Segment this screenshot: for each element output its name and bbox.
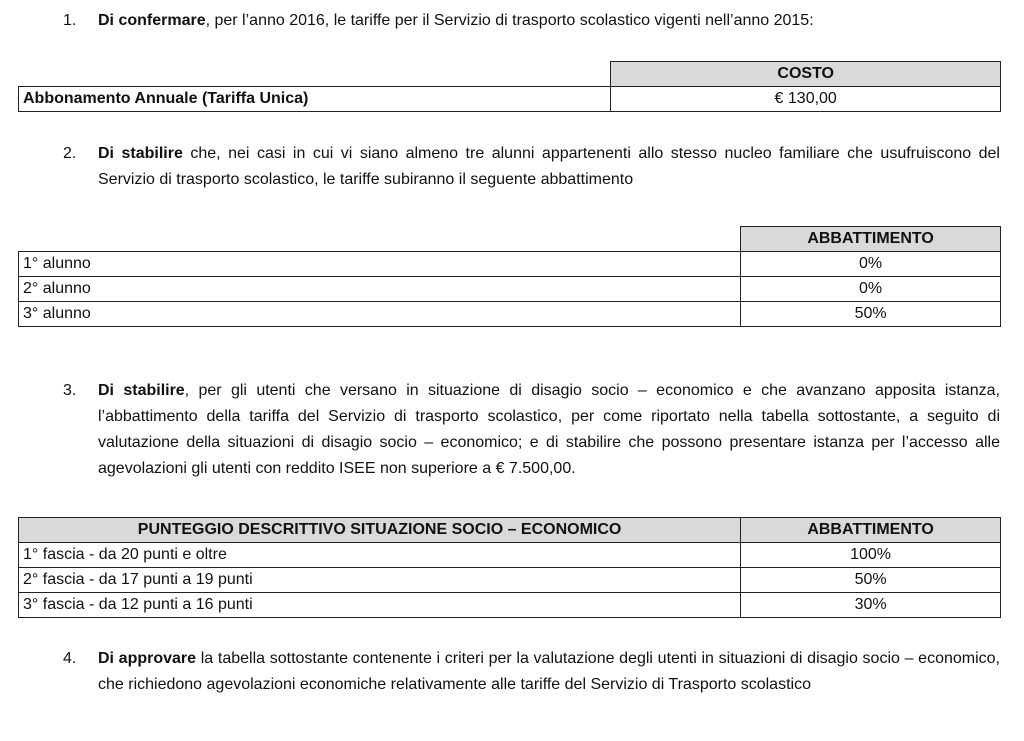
item-1	[63, 8, 1000, 34]
item-2-number: 2.	[63, 145, 77, 162]
table-cell-value: 50%	[741, 568, 1001, 593]
item-3-number: 3.	[63, 382, 77, 399]
item-4-text	[98, 646, 1000, 698]
item-3	[63, 378, 1000, 482]
table-row	[19, 277, 1001, 302]
socio-table-header-left: PUNTEGGIO DESCRITTIVO SITUAZIONE SOCIO – ECONOMICO	[19, 518, 741, 543]
table-cell-label: 2° alunno	[19, 277, 741, 302]
item-3-text	[98, 378, 1000, 482]
item-2-bold: Di stabilire	[98, 145, 183, 162]
table-cell-value: 0%	[741, 252, 1001, 277]
tariff-table-header-row	[19, 62, 1001, 87]
item-1-body: , per l’anno 2016, le tariffe per il Servizio di trasporto scolastico vigenti nell’anno 2015:	[205, 12, 814, 29]
sibling-discount-table	[18, 226, 1001, 327]
item-4	[63, 646, 1000, 698]
table-cell-label: 3° fascia - da 12 punti a 16 punti	[19, 593, 741, 618]
table-cell-value: 50%	[741, 302, 1001, 327]
item-3-bold: Di stabilire	[98, 382, 185, 399]
table-cell-value: 0%	[741, 277, 1001, 302]
sibling-table-header: ABBATTIMENTO	[741, 227, 1001, 252]
table-cell-value: 30%	[741, 593, 1001, 618]
item-4-bold: Di approvare	[98, 650, 197, 667]
table-cell-label: 1° fascia - da 20 punti e oltre	[19, 543, 741, 568]
table-cell-label: 2° fascia - da 17 punti a 19 punti	[19, 568, 741, 593]
table-row	[19, 593, 1001, 618]
item-2	[63, 141, 1000, 193]
table-cell-value: 100%	[741, 543, 1001, 568]
item-1-bold: Di confermare	[98, 12, 206, 29]
table-row	[19, 543, 1001, 568]
sibling-table-blank	[19, 227, 741, 252]
table-row	[19, 87, 1001, 112]
item-1-text	[98, 8, 1000, 34]
item-2-text	[98, 141, 1000, 193]
tariff-table	[18, 61, 1001, 112]
socio-economic-table	[18, 517, 1001, 618]
item-2-body: che, nei casi in cui vi siano almeno tre alunni appartenenti allo stesso nucleo familiare che usufruiscono del Servizio di trasporto scolastico, le tariffe subiranno il seguente abbattimento	[98, 145, 1000, 188]
table-cell-label: 1° alunno	[19, 252, 741, 277]
tariff-row-value: € 130,00	[611, 87, 1001, 112]
item-3-body: , per gli utenti che versano in situazione di disagio socio – economico e che avanzano apposita istanza, l’abbattimento della tariffa del Servizio di trasporto scolastico, per come riportato nella tabella sottostante, a seguito di valutazione della situazioni di disagio socio – economico; e di stabilire che possono presentare istanza per l’accesso alle agevolazioni gli utenti con reddito ISEE non superiore a € 7.500,00.	[98, 382, 1000, 477]
table-row	[19, 568, 1001, 593]
tariff-table-header: COSTO	[611, 62, 1001, 87]
item-4-body: la tabella sottostante contenente i criteri per la valutazione degli utenti in situazioni di disagio socio – economico, che richiedono agevolazioni economiche relativamente alle tariffe del Servizio di Trasporto scolastico	[98, 650, 1001, 693]
table-row	[19, 252, 1001, 277]
item-1-number: 1.	[63, 12, 77, 29]
item-4-number: 4.	[63, 650, 77, 667]
table-row	[19, 302, 1001, 327]
socio-table-header-row	[19, 518, 1001, 543]
table-cell-label: 3° alunno	[19, 302, 741, 327]
sibling-table-header-row	[19, 227, 1001, 252]
tariff-row-label: Abbonamento Annuale (Tariffa Unica)	[19, 87, 611, 112]
tariff-table-blank	[19, 62, 611, 87]
socio-table-header-right: ABBATTIMENTO	[741, 518, 1001, 543]
